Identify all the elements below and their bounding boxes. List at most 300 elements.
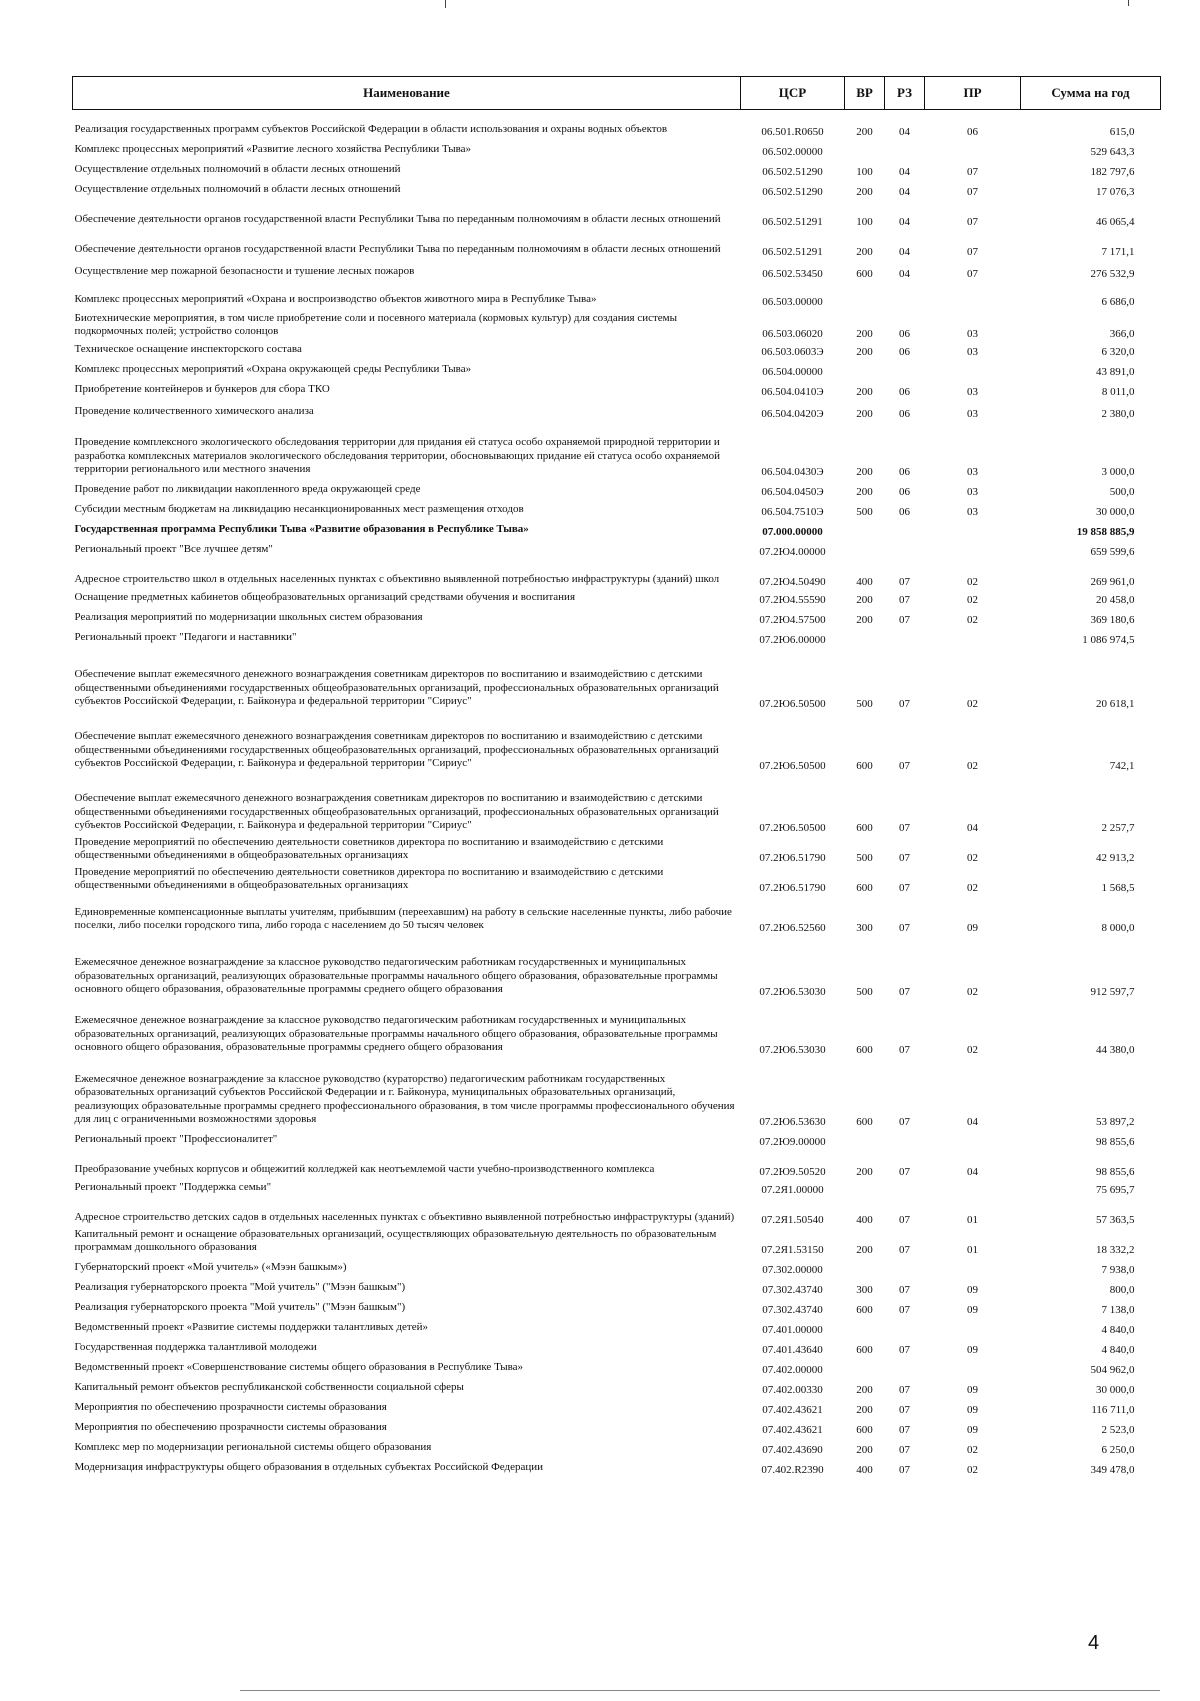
- row-vr: 200: [856, 1404, 873, 1417]
- row-name: Преобразование учебных корпусов и общежитий колледжей как неотъемлемой части учебно-производственного комплекса: [74, 1163, 655, 1176]
- table-row: [73, 500, 1161, 520]
- row-vr: 100: [856, 216, 873, 229]
- row-vr: 600: [856, 1304, 873, 1317]
- row-name: Региональный проект "Поддержка семьи": [74, 1181, 272, 1194]
- row-pr: [925, 628, 1021, 648]
- table-row: [73, 590, 1161, 608]
- table-row: [73, 896, 1161, 936]
- row-pr: 02: [967, 1044, 978, 1057]
- row-csr: 07.2Ю4.00000: [759, 546, 826, 559]
- row-vr: 200: [856, 346, 873, 359]
- row-name: Обеспечение выплат ежемесячного денежного вознаграждения советникам директоров по воспитанию и взаимодействию с детскими общественными объединениями государственных общеобразовательных организаций, профессиональных образовательных организаций субъектов Российской Федерации, г. Байконура и федеральной территории "Сириус": [74, 668, 719, 708]
- row-rz: 07: [899, 1424, 910, 1437]
- row-rz: 07: [899, 1284, 910, 1297]
- row-name: Проведение мероприятий по обеспечению деятельности советников директора по воспитанию и взаимодействию с детскими общественными объединениями в общеобразовательных организациях: [74, 835, 664, 862]
- table-row: [73, 1150, 1161, 1180]
- row-pr: 04: [967, 1116, 978, 1129]
- row-pr: [925, 1130, 1021, 1150]
- row-name: Ежемесячное денежное вознаграждение за классное руководство педагогическим работникам государственных и муниципальных образовательных организаций, реализующих образовательные программы начального общего образования, образовательные программы основного общего образования, образовательные программы среднего общего образования: [74, 1014, 718, 1054]
- row-pr: 09: [967, 1404, 978, 1417]
- table-row: [73, 1338, 1161, 1358]
- row-csr: 06.502.51291: [762, 216, 823, 229]
- table-row: [73, 866, 1161, 896]
- row-name: Государственная поддержка талантливой молодежи: [74, 1341, 317, 1354]
- row-sum: 6 250,0: [1101, 1444, 1135, 1457]
- row-csr: 07.401.43640: [762, 1344, 823, 1357]
- row-sum: 7 171,1: [1101, 246, 1135, 259]
- row-rz: 07: [899, 922, 910, 935]
- row-sum: 7 138,0: [1101, 1304, 1135, 1317]
- row-sum: 30 000,0: [1096, 506, 1135, 519]
- table-row: [73, 540, 1161, 560]
- row-rz: 07: [899, 1044, 910, 1057]
- table-row: [73, 180, 1161, 200]
- row-csr: 06.504.0430Э: [761, 466, 824, 479]
- row-name: Региональный проект "Педагоги и наставники": [74, 631, 297, 644]
- row-rz: 07: [899, 1464, 910, 1477]
- row-sum: 57 363,5: [1096, 1214, 1135, 1227]
- row-rz: 07: [899, 1304, 910, 1317]
- row-vr: 600: [856, 1044, 873, 1057]
- row-rz: 06: [899, 486, 910, 499]
- table-row: [73, 260, 1161, 282]
- row-name: Модернизация инфраструктуры общего образования в отдельных субъектах Российской Федерации: [74, 1461, 544, 1474]
- row-csr: 06.504.7510Э: [761, 506, 824, 519]
- table-row: [73, 1378, 1161, 1398]
- row-vr: 200: [856, 408, 873, 421]
- table-row: [73, 1318, 1161, 1338]
- table-row: [73, 480, 1161, 500]
- row-sum: 366,0: [1109, 328, 1135, 341]
- row-pr: [925, 282, 1021, 310]
- row-pr: 02: [967, 1464, 978, 1477]
- row-vr: 200: [856, 486, 873, 499]
- row-sum: 98 855,6: [1096, 1136, 1135, 1149]
- row-vr: [845, 1130, 885, 1150]
- row-sum: 98 855,6: [1096, 1166, 1135, 1179]
- row-rz: 07: [899, 882, 910, 895]
- row-vr: [845, 360, 885, 380]
- row-rz: 04: [899, 268, 910, 281]
- row-pr: 06: [967, 126, 978, 139]
- row-sum: 53 897,2: [1096, 1116, 1135, 1129]
- row-sum: 500,0: [1109, 486, 1135, 499]
- row-csr: 06.504.0410Э: [761, 386, 824, 399]
- row-name: Ведомственный проект «Совершенствование системы общего образования в Республике Тыва»: [74, 1361, 524, 1374]
- table-row: [73, 200, 1161, 230]
- row-rz: 07: [899, 576, 910, 589]
- row-sum: 17 076,3: [1096, 186, 1135, 199]
- row-sum: 742,1: [1109, 760, 1135, 773]
- header-name: Наименование: [73, 77, 741, 110]
- table-row: [73, 1000, 1161, 1058]
- row-sum: 75 695,7: [1096, 1184, 1135, 1197]
- row-csr: 07.2Ю6.00000: [759, 634, 826, 647]
- row-sum: 912 597,7: [1090, 986, 1135, 999]
- row-name: Мероприятия по обеспечению прозрачности системы образования: [74, 1421, 387, 1434]
- table-row: [73, 1058, 1161, 1130]
- row-csr: 07.402.00000: [762, 1364, 823, 1377]
- row-name: Мероприятия по обеспечению прозрачности системы образования: [74, 1401, 387, 1414]
- row-pr: [925, 1318, 1021, 1338]
- row-pr: 02: [967, 594, 978, 607]
- row-name: Ежемесячное денежное вознаграждение за классное руководство педагогическим работникам государственных и муниципальных образовательных организаций, реализующих образовательные программы начального общего образования, образовательные программы основного общего образования, образовательные программы среднего общего образования: [74, 956, 718, 996]
- row-csr: 06.504.0420Э: [761, 408, 824, 421]
- row-name: Проведение комплексного экологического обследования территории для придания ей статуса особо охраняемой природной территории и разработка комплексных материалов экологического обследования территории, обосновывающих придание ей статуса особо охраняемой территории регионального или местного значения: [74, 436, 721, 476]
- row-sum: 6 686,0: [1101, 296, 1135, 309]
- row-csr: 06.502.00000: [762, 146, 823, 159]
- row-pr: 03: [967, 346, 978, 359]
- row-csr: 07.302.43740: [762, 1284, 823, 1297]
- table-row: [73, 628, 1161, 648]
- row-sum: 615,0: [1109, 126, 1135, 139]
- row-sum: 2 523,0: [1101, 1424, 1135, 1437]
- row-pr: 03: [967, 408, 978, 421]
- row-vr: [845, 628, 885, 648]
- row-rz: [885, 540, 925, 560]
- table-row: [73, 1258, 1161, 1278]
- row-pr: 02: [967, 1444, 978, 1457]
- row-sum: 1 568,5: [1101, 882, 1135, 895]
- row-vr: 200: [856, 466, 873, 479]
- row-pr: 03: [967, 328, 978, 341]
- row-pr: 07: [967, 186, 978, 199]
- row-rz: 06: [899, 466, 910, 479]
- row-sum: 276 532,9: [1090, 268, 1135, 281]
- row-vr: [845, 1318, 885, 1338]
- row-rz: [885, 1258, 925, 1278]
- table-row: [73, 520, 1161, 540]
- table-row: [73, 836, 1161, 866]
- row-name: Капитальный ремонт и оснащение образовательных организаций, осуществляющих образовательную деятельность по образовательным программам дошкольного образования: [74, 1227, 717, 1254]
- scan-mark-top-right: [1128, 0, 1129, 6]
- table-row: [73, 1298, 1161, 1318]
- row-rz: 06: [899, 386, 910, 399]
- row-rz: [885, 282, 925, 310]
- row-sum: 43 891,0: [1096, 366, 1135, 379]
- row-csr: 06.502.51291: [762, 246, 823, 259]
- row-vr: 500: [856, 698, 873, 711]
- row-rz: 04: [899, 186, 910, 199]
- row-pr: [925, 1358, 1021, 1378]
- row-csr: 07.000.00000: [762, 526, 823, 539]
- row-name: Субсидии местным бюджетам на ликвидацию несанкционированных мест размещения отходов: [74, 503, 524, 516]
- row-sum: 116 711,0: [1091, 1404, 1135, 1417]
- row-name: Обеспечение выплат ежемесячного денежного вознаграждения советникам директоров по воспитанию и взаимодействию с детскими общественными объединениями государственных общеобразовательных организаций, профессиональных образовательных организаций субъектов Российской Федерации, г. Байконура и федеральной территории "Сириус": [74, 792, 719, 832]
- row-csr: 06.502.51290: [762, 186, 823, 199]
- row-name: Государственная программа Республики Тыва «Развитие образования в Республике Тыва»: [74, 523, 529, 536]
- row-vr: [845, 140, 885, 160]
- row-vr: 600: [856, 882, 873, 895]
- row-pr: 02: [967, 614, 978, 627]
- row-csr: 07.2Ю4.57500: [759, 614, 826, 627]
- row-rz: 04: [899, 126, 910, 139]
- row-name: Осуществление отдельных полномочий в области лесных отношений: [74, 163, 401, 176]
- row-csr: 07.2Ю6.53030: [759, 1044, 826, 1057]
- row-pr: 07: [967, 166, 978, 179]
- table-row: [73, 1278, 1161, 1298]
- row-name: Комплекс процессных мероприятий «Охрана окружающей среды Республики Тыва»: [74, 363, 472, 376]
- row-name: Обеспечение деятельности органов государственной власти Республики Тыва по переданным полномочиям в области лесных отношений: [74, 243, 721, 256]
- header-rz: РЗ: [885, 77, 925, 110]
- row-csr: 07.402.00330: [762, 1384, 823, 1397]
- row-vr: 600: [856, 1116, 873, 1129]
- row-vr: [845, 1258, 885, 1278]
- row-csr: 06.501.R0650: [761, 126, 824, 139]
- row-name: Реализация государственных программ субъектов Российской Федерации в области использования и охраны водных объектов: [74, 123, 668, 136]
- row-name: Реализация губернаторского проекта "Мой учитель" ("Мээн башкым"): [74, 1301, 406, 1314]
- row-sum: 2 257,7: [1101, 822, 1135, 835]
- row-rz: [885, 520, 925, 540]
- row-rz: [885, 140, 925, 160]
- table-row: [73, 230, 1161, 260]
- row-pr: 01: [967, 1244, 978, 1257]
- header-csr: ЦСР: [741, 77, 845, 110]
- row-csr: 07.2Я1.50540: [761, 1214, 824, 1227]
- row-vr: 200: [856, 1444, 873, 1457]
- row-name: Ведомственный проект «Развитие системы поддержки талантливых детей»: [74, 1321, 428, 1334]
- row-name: Осуществление мер пожарной безопасности и тушение лесных пожаров: [74, 265, 415, 278]
- row-csr: 07.401.00000: [762, 1324, 823, 1337]
- row-pr: 04: [967, 822, 978, 835]
- row-rz: 04: [899, 166, 910, 179]
- table-row: [73, 1130, 1161, 1150]
- row-rz: 07: [899, 1344, 910, 1357]
- row-rz: 07: [899, 1166, 910, 1179]
- row-rz: 07: [899, 852, 910, 865]
- row-name: Комплекс мер по модернизации региональной системы общего образования: [74, 1441, 432, 1454]
- row-pr: 03: [967, 466, 978, 479]
- row-pr: 09: [967, 1304, 978, 1317]
- row-sum: 529 643,3: [1090, 146, 1135, 159]
- row-pr: [925, 520, 1021, 540]
- row-vr: 200: [856, 1166, 873, 1179]
- row-sum: 18 332,2: [1096, 1244, 1135, 1257]
- row-pr: 02: [967, 576, 978, 589]
- row-name: Проведение мероприятий по обеспечению деятельности советников директора по воспитанию и взаимодействию с детскими общественными объединениями в общеобразовательных организациях: [74, 865, 664, 892]
- row-vr: 200: [856, 594, 873, 607]
- row-sum: 800,0: [1109, 1284, 1135, 1297]
- row-pr: 07: [967, 246, 978, 259]
- table-row: [73, 1458, 1161, 1478]
- table-row: [73, 1180, 1161, 1198]
- table-row: [73, 110, 1161, 140]
- row-rz: 07: [899, 1214, 910, 1227]
- row-vr: 200: [856, 614, 873, 627]
- row-vr: 600: [856, 822, 873, 835]
- row-name: Осуществление отдельных полномочий в области лесных отношений: [74, 183, 401, 196]
- row-rz: 04: [899, 246, 910, 259]
- row-name: Региональный проект "Профессионалитет": [74, 1133, 278, 1146]
- row-rz: 06: [899, 346, 910, 359]
- row-vr: 200: [856, 1244, 873, 1257]
- row-rz: [885, 360, 925, 380]
- row-pr: 09: [967, 1424, 978, 1437]
- row-pr: [925, 1180, 1021, 1198]
- row-sum: 42 913,2: [1096, 852, 1135, 865]
- scan-bottom-edge: [240, 1690, 1160, 1691]
- row-rz: 07: [899, 594, 910, 607]
- row-vr: 200: [856, 246, 873, 259]
- row-pr: 02: [967, 882, 978, 895]
- row-sum: 6 320,0: [1101, 346, 1135, 359]
- table-row: [73, 140, 1161, 160]
- row-vr: [845, 1180, 885, 1198]
- row-sum: 2 380,0: [1101, 408, 1135, 421]
- row-vr: 400: [856, 1214, 873, 1227]
- row-rz: 06: [899, 408, 910, 421]
- row-rz: 07: [899, 1116, 910, 1129]
- row-pr: [925, 540, 1021, 560]
- table-row: [73, 282, 1161, 310]
- row-csr: 07.2Ю6.51790: [759, 882, 826, 895]
- row-name: Реализация губернаторского проекта "Мой учитель" ("Мээн башкым"): [74, 1281, 406, 1294]
- row-pr: 02: [967, 852, 978, 865]
- row-vr: 200: [856, 126, 873, 139]
- row-rz: 07: [899, 698, 910, 711]
- row-rz: [885, 1358, 925, 1378]
- row-vr: 300: [856, 922, 873, 935]
- row-csr: 07.2Ю6.50500: [759, 698, 826, 711]
- table-row: [73, 310, 1161, 342]
- row-name: Комплекс процессных мероприятий «Охрана и воспроизводство объектов животного мира в Республике Тыва»: [74, 293, 597, 306]
- row-pr: 09: [967, 1384, 978, 1397]
- table-row: [73, 400, 1161, 422]
- row-name: Региональный проект "Все лучшее детям": [74, 543, 273, 556]
- row-name: Капитальный ремонт объектов республиканской собственности социальной сферы: [74, 1381, 464, 1394]
- row-pr: 07: [967, 216, 978, 229]
- row-rz: 07: [899, 760, 910, 773]
- row-csr: 07.2Я1.53150: [761, 1244, 824, 1257]
- row-vr: 200: [856, 386, 873, 399]
- table-row: [73, 608, 1161, 628]
- row-pr: 09: [967, 1344, 978, 1357]
- row-vr: 400: [856, 576, 873, 589]
- row-vr: [845, 540, 885, 560]
- row-csr: 07.2Ю6.50500: [759, 822, 826, 835]
- row-sum: 4 840,0: [1101, 1324, 1135, 1337]
- row-pr: 02: [967, 986, 978, 999]
- row-rz: 04: [899, 216, 910, 229]
- row-name: Биотехнические мероприятия, в том числе приобретение соли и посевного материала (кормовых культур) для создания системы подкормочных полей; устройство солонцов: [74, 311, 678, 338]
- row-vr: 600: [856, 1344, 873, 1357]
- row-vr: 600: [856, 1424, 873, 1437]
- table-row: [73, 342, 1161, 360]
- row-rz: 07: [899, 1444, 910, 1457]
- row-csr: 06.503.0603Э: [761, 346, 824, 359]
- row-name: Оснащение предметных кабинетов общеобразовательных организаций средствами обучения и воспитания: [74, 591, 576, 604]
- row-pr: 03: [967, 486, 978, 499]
- row-csr: 07.2Ю6.50500: [759, 760, 826, 773]
- row-vr: 400: [856, 1464, 873, 1477]
- row-pr: 04: [967, 1166, 978, 1179]
- row-pr: [925, 1258, 1021, 1278]
- row-pr: 03: [967, 386, 978, 399]
- table-body: [73, 110, 1161, 1478]
- row-pr: 01: [967, 1214, 978, 1227]
- table-row: [73, 648, 1161, 712]
- row-rz: [885, 628, 925, 648]
- row-vr: 600: [856, 268, 873, 281]
- table-row: [73, 560, 1161, 590]
- row-name: Единовременные компенсационные выплаты учителям, прибывшим (переехавшим) на работу в сельские населенные пункты, либо рабочие поселки, либо поселки городского типа, либо города с населением до 50 тысяч человек: [74, 905, 732, 932]
- row-pr: 09: [967, 1284, 978, 1297]
- header-pr: ПР: [925, 77, 1021, 110]
- row-csr: 07.302.43740: [762, 1304, 823, 1317]
- row-vr: [845, 520, 885, 540]
- row-vr: 500: [856, 506, 873, 519]
- row-csr: 07.402.43621: [762, 1424, 823, 1437]
- row-csr: 07.302.00000: [762, 1264, 823, 1277]
- row-vr: 100: [856, 166, 873, 179]
- row-sum: 349 478,0: [1090, 1464, 1135, 1477]
- row-vr: 200: [856, 328, 873, 341]
- row-csr: 07.402.43621: [762, 1404, 823, 1417]
- table-row: [73, 1198, 1161, 1228]
- row-sum: 44 380,0: [1096, 1044, 1135, 1057]
- header-vr: ВР: [845, 77, 885, 110]
- row-name: Обеспечение выплат ежемесячного денежного вознаграждения советникам директоров по воспитанию и взаимодействию с детскими общественными объединениями государственных общеобразовательных организаций, профессиональных образовательных организаций субъектов Российской Федерации, г. Байконура и федеральной территории "Сириус": [74, 730, 719, 770]
- row-rz: 06: [899, 328, 910, 341]
- header-sum: Сумма на год: [1021, 77, 1161, 110]
- row-sum: 20 618,1: [1096, 698, 1135, 711]
- row-pr: 03: [967, 506, 978, 519]
- row-vr: 200: [856, 1384, 873, 1397]
- table-row: [73, 1398, 1161, 1418]
- row-rz: 06: [899, 506, 910, 519]
- row-name: Техническое оснащение инспекторского состава: [74, 343, 302, 356]
- row-name: Комплекс процессных мероприятий «Развитие лесного хозяйства Республики Тыва»: [74, 143, 472, 156]
- table-row: [73, 1418, 1161, 1438]
- row-name: Реализация мероприятий по модернизации школьных систем образования: [74, 611, 423, 624]
- row-sum: 369 180,6: [1090, 614, 1135, 627]
- row-rz: [885, 1180, 925, 1198]
- row-rz: 07: [899, 614, 910, 627]
- row-sum: 504 962,0: [1090, 1364, 1135, 1377]
- row-csr: 06.504.0450Э: [761, 486, 824, 499]
- table-row: [73, 360, 1161, 380]
- table-row: [73, 1228, 1161, 1258]
- table-row: [73, 422, 1161, 480]
- row-pr: 02: [967, 760, 978, 773]
- row-vr: [845, 282, 885, 310]
- row-csr: 07.2Ю6.52560: [759, 922, 826, 935]
- row-sum: 1 086 974,5: [1082, 634, 1135, 647]
- row-sum: 7 938,0: [1101, 1264, 1135, 1277]
- row-csr: 06.503.00000: [762, 296, 823, 309]
- row-vr: 600: [856, 760, 873, 773]
- table-row: [73, 160, 1161, 180]
- row-csr: 07.2Ю6.51790: [759, 852, 826, 865]
- row-csr: 07.402.43690: [762, 1444, 823, 1457]
- row-csr: 07.2Ю6.53630: [759, 1116, 826, 1129]
- row-csr: 07.2Я1.00000: [761, 1184, 824, 1197]
- row-name: Приобретение контейнеров и бункеров для сбора ТКО: [74, 383, 330, 396]
- row-sum: 19 858 885,9: [1076, 526, 1135, 539]
- row-csr: 07.2Ю4.50490: [759, 576, 826, 589]
- row-name: Адресное строительство школ в отдельных населенных пунктах с объективно выявленной потребностью инфраструктуры (зданий) школ: [74, 573, 720, 586]
- row-vr: 500: [856, 852, 873, 865]
- row-sum: 182 797,6: [1090, 166, 1135, 179]
- table-row: [73, 1438, 1161, 1458]
- budget-table: [72, 76, 1161, 1478]
- row-vr: 300: [856, 1284, 873, 1297]
- row-name: Ежемесячное денежное вознаграждение за классное руководство (кураторство) педагогическим работникам государственных образовательных организаций субъектов Российской Федерации и г. Байконура, муниципальных образовательных организаций, реализующих образовательные программы среднего профессионального образования, в том числе программы профессионального обучения для лиц с ограниченными возможностями здоровья: [74, 1072, 735, 1126]
- row-sum: 3 000,0: [1101, 466, 1135, 479]
- row-name: Обеспечение деятельности органов государственной власти Республики Тыва по переданным полномочиям в области лесных отношений: [74, 213, 721, 226]
- row-csr: 06.504.00000: [762, 366, 823, 379]
- scan-mark-top: [445, 0, 446, 8]
